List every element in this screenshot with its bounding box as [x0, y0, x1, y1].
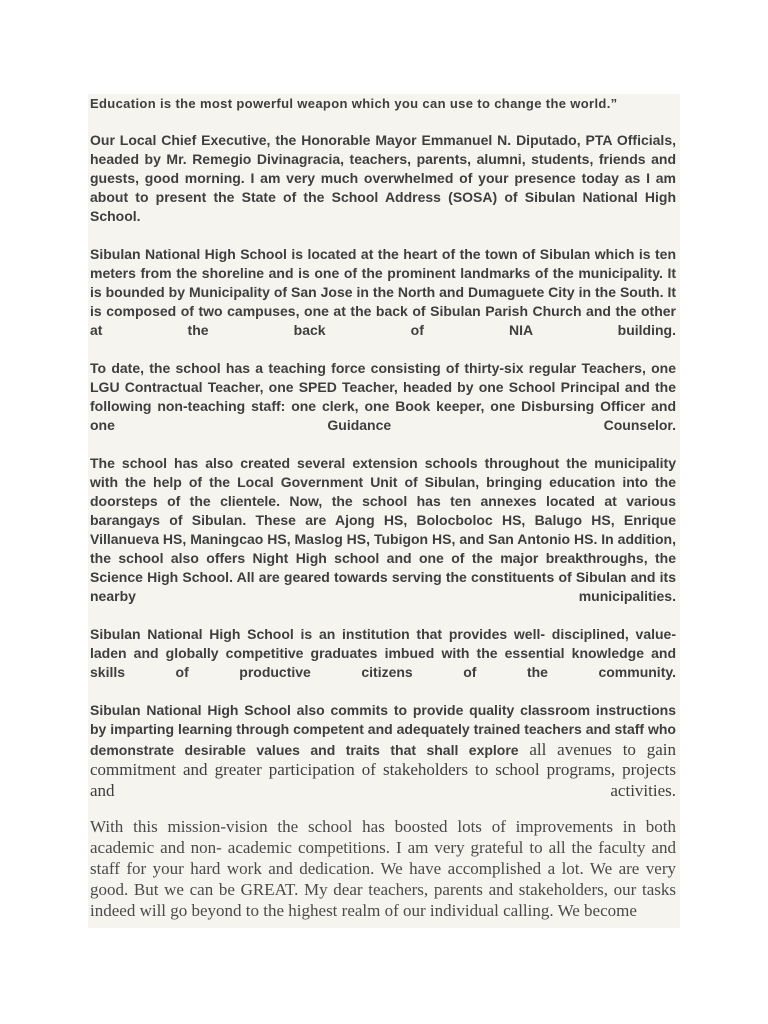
paragraph-location: Sibulan National High School is located at the heart of the town of Sibulan which is ten meters from the shoreline and is one of the prominent landmarks of the municipality. It is bounded by Municipality of San Jose in the North and Dumaguete City in the South. It is composed of two campuses, one at the back of Sibulan Parish Church and the other at the back of NIA building. — [90, 246, 676, 338]
mission-serif-text: all avenues to gain commitment and greater participation of stakeholders to school programs, projects and activities. — [90, 739, 676, 800]
document-page — [88, 94, 680, 928]
opening-quote: Education is the most powerful weapon which you can use to change the world.” — [90, 96, 618, 111]
paragraph-extension-schools: The school has also created several extension schools throughout the municipality with the help of the Local Government Unit of Sibulan, bringing education into the doorsteps of the clientele. Now, the school has ten annexes located at various barangays of Sibulan. These are Ajong HS, Bolocboloc HS, Balugo HS, Enrique Villanueva HS, Maningcao HS, Maslog HS, Tubigon HS, and San Antonio HS. In addition, the school also offers Night High school and one of the major breakthroughs, the Science High School. All are geared towards serving the constituents of Sibulan and its nearby municipalities. — [90, 455, 676, 604]
paragraph-mission — [90, 701, 676, 801]
paragraph-vision: Sibulan National High School is an institution that provides well- disciplined, value-laden and globally competitive graduates imbued with the essential knowledge and skills of productive citizens of the community. — [90, 626, 676, 680]
paragraph-greeting: Our Local Chief Executive, the Honorable Mayor Emmanuel N. Diputado, PTA Officials, headed by Mr. Remegio Divinagracia, teachers, parents, alumni, students, friends and guests, good morning. I am very much overwhelmed of your presence today as I am about to present the State of the School Address (SOSA) of Sibulan National High School. — [90, 132, 676, 224]
paragraph-closing: With this mission-vision the school has boosted lots of improvements in both academic and non- academic competitions. I am very grateful to all the faculty and staff for your hard work and dedication. We have accomplished a lot. We are very good. But we can be GREAT. My dear teachers, parents and stakeholders, our tasks indeed will go beyond to the highest realm of our individual calling. We become — [90, 817, 676, 920]
paragraph-teaching-force: To date, the school has a teaching force consisting of thirty-six regular Teachers, one LGU Contractual Teacher, one SPED Teacher, headed by one School Principal and the following non-teaching staff: one clerk, one Book keeper, one Disbursing Officer and one Guidance Counselor. — [90, 360, 676, 433]
mission-bold-text: Sibulan National High School also commits to provide quality classroom instructions by imparting learning through competent and adequately trained teachers and staff who demonstrate desirable values and traits that shall explore — [90, 702, 676, 758]
